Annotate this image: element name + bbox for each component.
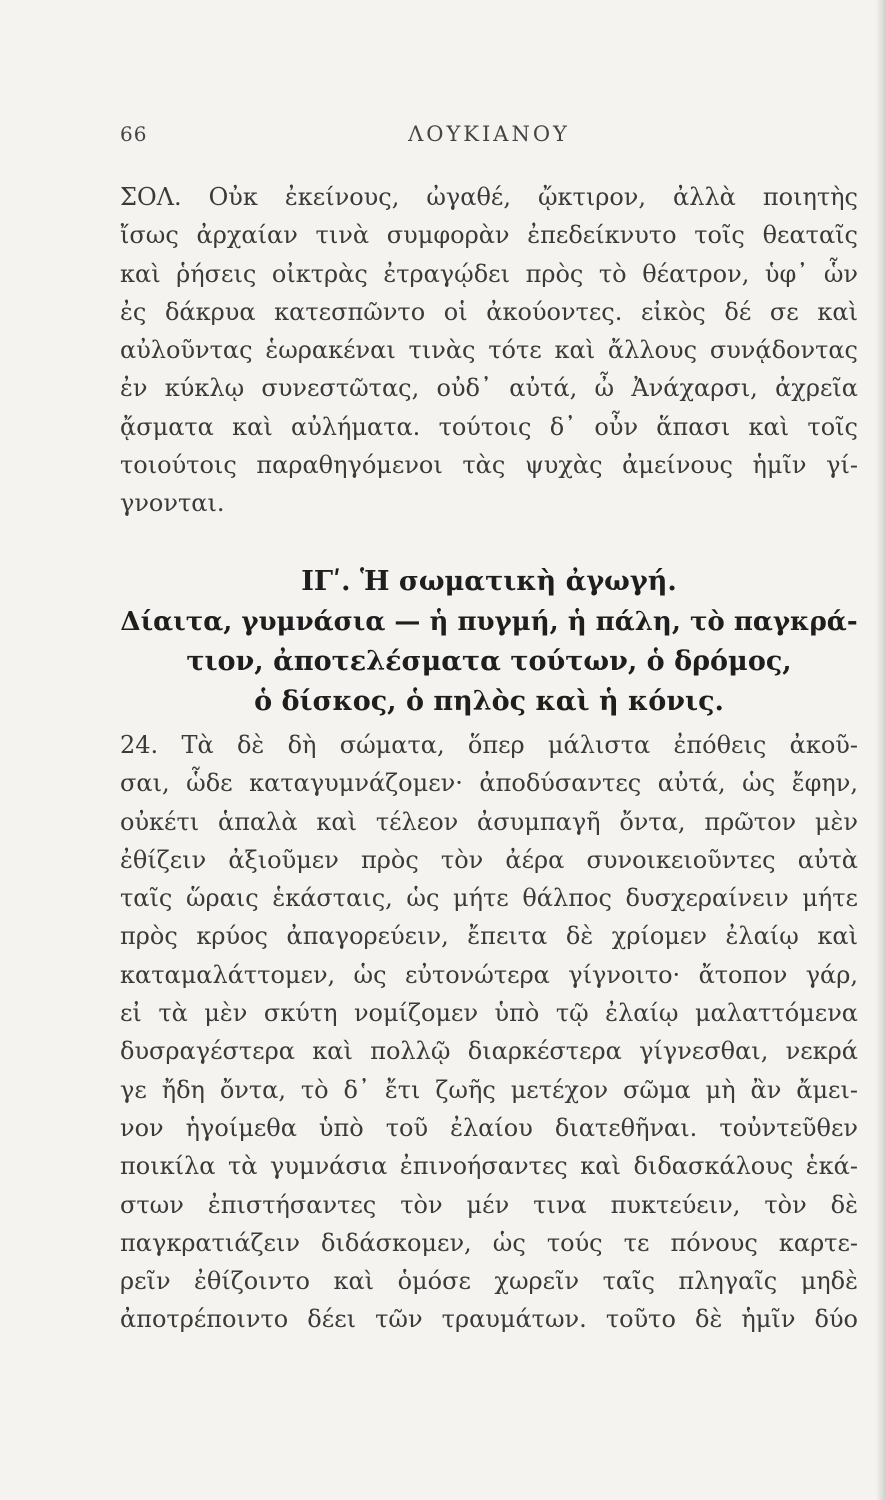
running-head: ΛΟΥΚΙΑΝΟΥ (408, 122, 570, 146)
text-line: ἐθίζειν ἀξιοῦμεν πρὸς τὸν ἀέρα συνοικειοῦντες αὐτὰ (120, 845, 858, 874)
text-line: σαι, ὧδε καταγυμνάζομεν· ἀποδύσαντες αὐτά, ὡς ἔφην, (120, 769, 858, 798)
text-line: αὐλοῦντας ἑωρακέναι τινὰς τότε καὶ ἄλλους συνᾴδοντας (120, 336, 858, 365)
text-line: ᾄσματα καὶ αὐλήματα. τούτοις δ᾽ οὖν ἅπασι καὶ τοῖς (120, 412, 858, 441)
page-header (120, 122, 858, 156)
text-line: ποικίλα τὰ γυμνάσια ἐπινοήσαντες καὶ διδασκάλους ἑκά- (120, 1152, 858, 1181)
text-line: στων ἐπιστήσαντες τὸν μέν τινα πυκτεύειν, τὸν δὲ (120, 1190, 858, 1219)
text-line: γε ἤδη ὄντα, τὸ δ᾽ ἔτι ζωῆς μετέχον σῶμα μὴ ἂν ἄμει- (120, 1075, 858, 1104)
text-line: ἐς δάκρυα κατεσπῶντο οἱ ἀκούοντες. εἰκὸς δέ σε καὶ (120, 297, 858, 326)
text-line: ἴσως ἀρχαίαν τινὰ συμφορὰν ἐπεδείκνυτο τοῖς θεαταῖς (120, 221, 858, 250)
section-subtitle-line: ὁ δίσκος, ὁ πηλὸς καὶ ἡ κόνις. (254, 686, 724, 717)
section-heading (120, 562, 858, 722)
text-line: ἐν κύκλῳ συνεστῶτας, οὐδ᾽ αὐτά, ὦ Ἀνάχαρσι, ἀχρεῖα (120, 374, 858, 403)
paragraph-1 (120, 178, 858, 523)
text-line: νον ἡγοίμεθα ὑπὸ τοῦ ἐλαίου διατεθῆναι. τοὐντεῦθεν (120, 1113, 858, 1142)
section-subtitle-line: τιον, ἀποτελέσματα τούτων, ὁ δρόμος, (186, 646, 792, 677)
text-line: παγκρατιάζειν διδάσκομεν, ὡς τούς τε πόνους καρτε- (120, 1228, 858, 1257)
text-line: δυσραγέστερα καὶ πολλῷ διαρκέστερα γίγνεσθαι, νεκρά (120, 1037, 858, 1066)
page-edge-shadow (876, 0, 886, 1500)
page-number: 66 (120, 122, 148, 146)
text-line: 24. Τὰ δὲ δὴ σώματα, ὅπερ μάλιστα ἐπόθεις ἀκοῦ- (120, 731, 858, 759)
text-line: γνονται. (120, 489, 225, 518)
text-line: καὶ ῥήσεις οἰκτρὰς ἐτραγῴδει πρὸς τὸ θέατρον, ὑφ᾽ ὧν (120, 259, 858, 288)
text-line: πρὸς κρύος ἀπαγορεύειν, ἔπειτα δὲ χρίομεν ἐλαίῳ καὶ (120, 922, 858, 951)
text-line: καταμαλάττομεν, ὡς εὐτονώτερα γίγνοιτο· ἄτοπον γάρ, (120, 960, 858, 989)
text-line: ταῖς ὥραις ἑκάσταις, ὡς μήτε θάλπος δυσχεραίνειν μήτε (120, 884, 858, 913)
text-line: οὐκέτι ἁπαλὰ καὶ τέλεον ἀσυμπαγῆ ὄντα, πρῶτον μὲν (120, 807, 858, 836)
text-line: εἰ τὰ μὲν σκύτη νομίζομεν ὑπὸ τῷ ἐλαίῳ μαλαττόμενα (120, 999, 858, 1028)
paragraph-2 (120, 726, 858, 1339)
section-subtitle-line: Δίαιτα, γυμνάσια — ἡ πυγμή, ἡ πάλη, τὸ παγκρά- (120, 607, 858, 637)
text-line: ρεῖν ἐθίζοιντο καὶ ὁμόσε χωρεῖν ταῖς πληγαῖς μηδὲ (120, 1267, 858, 1296)
text-line: τοιούτοις παραθηγόμενοι τὰς ψυχὰς ἀμείνους ἡμῖν γί- (120, 451, 858, 480)
text-line: ΣΟΛ. Οὐκ ἐκείνους, ὠγαθέ, ᾤκτιρον, ἀλλὰ ποιητὴς (120, 183, 858, 211)
section-title: ΙΓʹ. Ἡ σωματικὴ ἀγωγή. (301, 566, 677, 597)
text-line: ἀποτρέποιντο δέει τῶν τραυμάτων. τοῦτο δὲ ἡμῖν δύο (120, 1305, 858, 1334)
